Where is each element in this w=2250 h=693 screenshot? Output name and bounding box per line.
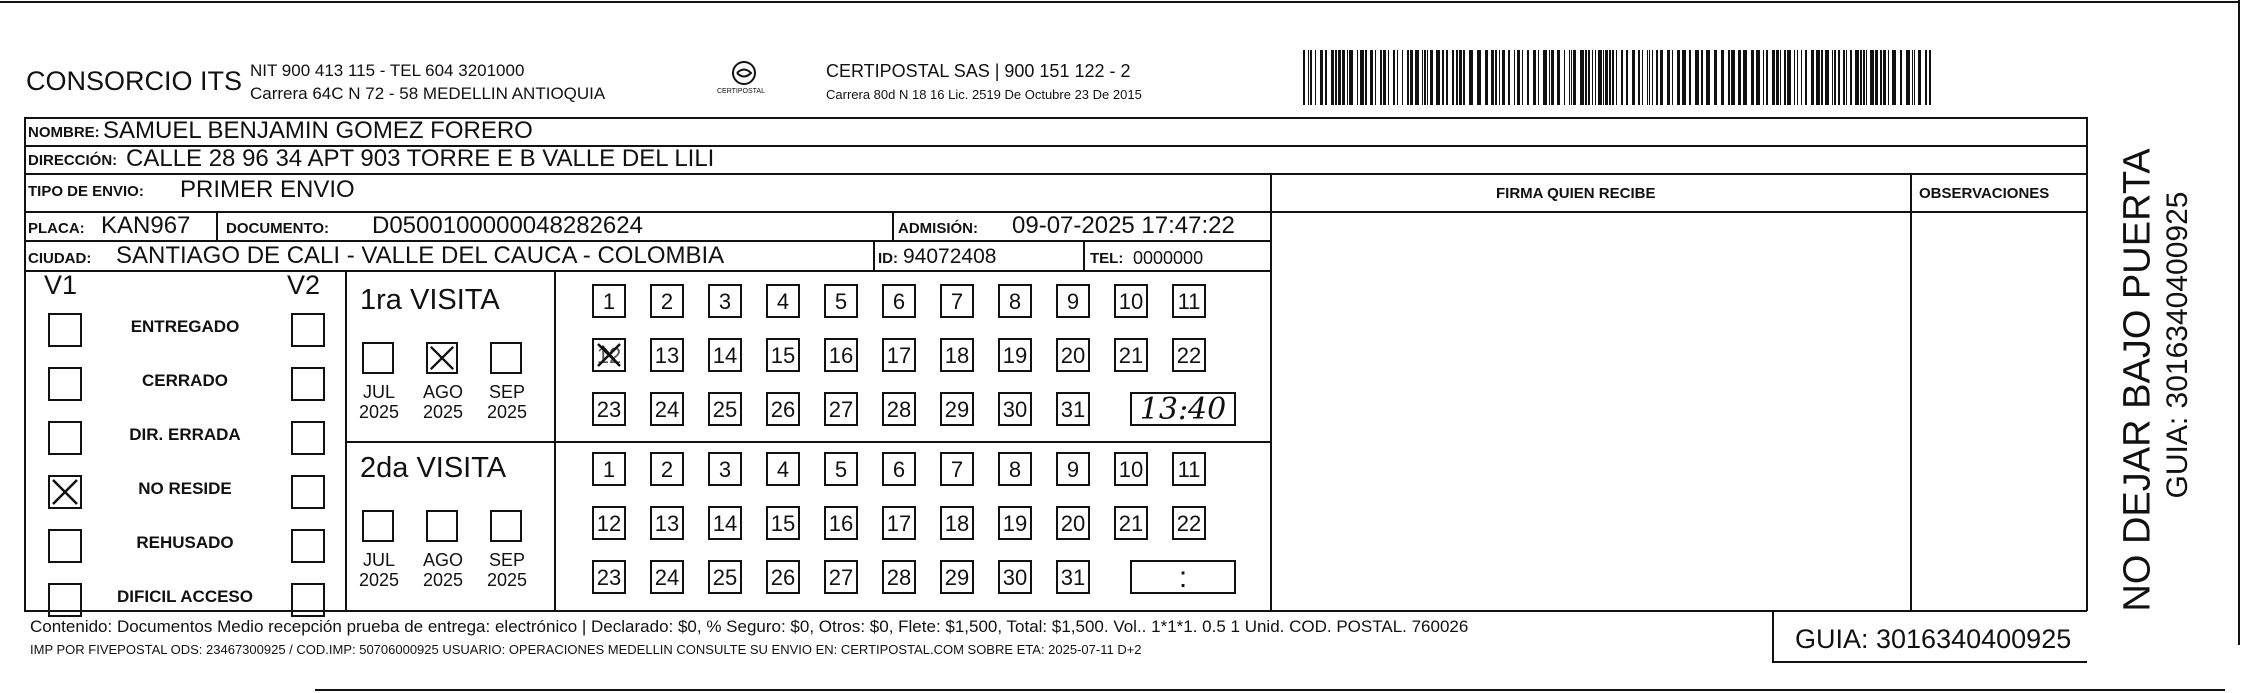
v1-checkbox[interactable] [48, 583, 82, 617]
side-guia: GUIA: 3016340400925 [2161, 191, 2194, 499]
month-label: AGO [422, 550, 463, 570]
day-box[interactable]: 13 [650, 506, 684, 540]
month-checkbox[interactable] [426, 342, 458, 374]
day-box[interactable]: 5 [824, 452, 858, 486]
day-box[interactable]: 30 [998, 392, 1032, 426]
day-box[interactable]: 2 [650, 284, 684, 318]
v1-checkbox[interactable] [48, 529, 82, 563]
day-box[interactable]: 26 [766, 560, 800, 594]
v1-label: V1 [44, 270, 78, 300]
month-label: SEP [488, 550, 526, 570]
day-box[interactable]: 15 [766, 338, 800, 372]
v2-checkbox[interactable] [291, 313, 325, 347]
documento-value: D0500100000048282624 [372, 212, 643, 239]
v1-checkbox[interactable] [48, 367, 82, 401]
day-box[interactable]: 20 [1056, 506, 1090, 540]
day-box[interactable]: 1 [592, 452, 626, 486]
year-label: 2025 [486, 402, 528, 422]
day-box[interactable]: 9 [1056, 284, 1090, 318]
day-box[interactable]: 29 [940, 560, 974, 594]
day-box[interactable]: 18 [940, 338, 974, 372]
month-checkbox[interactable] [362, 342, 394, 374]
time-box[interactable]: : [1130, 560, 1236, 594]
tel-label: TEL: [1090, 250, 1124, 267]
id-label: ID: [878, 250, 898, 267]
ciudad-label: CIUDAD: [28, 250, 92, 267]
footer-line-1: Contenido: Documentos Medio recepción prueba de entrega: electrónico | Declarado: $0, % Seguro: $0, Otros: $0, Flete: $1,500, Total: $1,500. Vol.. 1*1*1. 0.5 1 Unid. COD. POSTAL. 760026 [30, 617, 1469, 636]
day-box[interactable]: 22 [1172, 506, 1206, 540]
id-value: 94072408 [903, 245, 997, 268]
company-info-1: NIT 900 413 115 - TEL 604 3201000 [250, 61, 525, 80]
company-info-2: Carrera 64C N 72 - 58 MEDELLIN ANTIOQUIA [250, 84, 606, 103]
firma-label: FIRMA QUIEN RECIBE [1496, 185, 1656, 202]
day-box[interactable]: 3 [708, 284, 742, 318]
status-label: NO RESIDE [138, 479, 232, 498]
day-box[interactable]: 11 [1172, 452, 1206, 486]
day-box[interactable]: 24 [650, 392, 684, 426]
carrier-info: Carrera 80d N 18 16 Lic. 2519 De Octubre 23 De 2015 [826, 87, 1142, 102]
day-box[interactable]: 27 [824, 392, 858, 426]
placa-value: KAN967 [101, 212, 191, 239]
day-box[interactable]: 18 [940, 506, 974, 540]
day-box[interactable]: 22 [1172, 338, 1206, 372]
time-box[interactable]: 13:40 [1130, 392, 1236, 426]
day-box[interactable]: 25 [708, 392, 742, 426]
year-label: 2025 [422, 570, 464, 590]
check-mark-icon [428, 344, 456, 372]
day-box[interactable]: 10 [1114, 452, 1148, 486]
day-box[interactable]: 3 [708, 452, 742, 486]
status-label: ENTREGADO [130, 317, 240, 336]
right-border [2238, 0, 2240, 645]
day-box[interactable]: 28 [882, 560, 916, 594]
day-box[interactable]: 1 [592, 284, 626, 318]
tel-value: 0000000 [1133, 248, 1204, 268]
day-box[interactable]: 10 [1114, 284, 1148, 318]
footer-guia: GUIA: 3016340400925 [1795, 624, 2072, 654]
day-box[interactable]: 20 [1056, 338, 1090, 372]
year-label: 2025 [422, 402, 464, 422]
day-box[interactable]: 15 [766, 506, 800, 540]
day-box[interactable]: 28 [882, 392, 916, 426]
day-box[interactable]: 13 [650, 338, 684, 372]
status-label: CERRADO [142, 371, 228, 390]
status-label: DIR. ERRADA [129, 425, 241, 444]
month-checkbox[interactable] [490, 510, 522, 542]
v2-label: V2 [287, 270, 321, 300]
month-checkbox[interactable] [490, 342, 522, 374]
check-mark-icon [594, 340, 624, 370]
day-box[interactable]: 31 [1056, 392, 1090, 426]
ciudad-value: SANTIAGO DE CALI - VALLE DEL CAUCA - COLOMBIA [116, 242, 725, 269]
day-box[interactable]: 6 [882, 284, 916, 318]
side-warning: NO DEJAR BAJO PUERTA [2116, 148, 2159, 612]
v2-checkbox[interactable] [291, 421, 325, 455]
nombre-value: SAMUEL BENJAMIN GOMEZ FORERO [103, 117, 533, 144]
nombre-label: NOMBRE: [28, 124, 100, 141]
month-label: JUL [362, 550, 395, 570]
month-label: AGO [422, 382, 463, 402]
direccion-value: CALLE 28 96 34 APT 903 TORRE E B VALLE DEL LILI [126, 145, 715, 172]
top-border [0, 1, 2240, 3]
day-box[interactable]: 16 [824, 506, 858, 540]
month-checkbox[interactable] [426, 510, 458, 542]
day-box[interactable]: 19 [998, 506, 1032, 540]
v1-checkbox[interactable] [48, 421, 82, 455]
status-label: REHUSADO [136, 533, 234, 552]
day-box[interactable]: 21 [1114, 506, 1148, 540]
admision-label: ADMISIÓN: [898, 220, 978, 237]
month-label: JUL [362, 382, 395, 402]
certipostal-logo [718, 58, 770, 102]
v2-checkbox[interactable] [291, 475, 325, 509]
barcode [1303, 50, 1933, 105]
day-box[interactable]: 17 [882, 338, 916, 372]
year-label: 2025 [358, 570, 400, 590]
carrier-name: CERTIPOSTAL SAS | 900 151 122 - 2 [826, 61, 1131, 81]
tipo-envio-label: TIPO DE ENVIO: [28, 183, 144, 200]
company-name: CONSORCIO ITS [26, 66, 243, 96]
day-box[interactable]: 17 [882, 506, 916, 540]
status-label: DIFICIL ACCESO [116, 587, 253, 606]
day-box[interactable]: 14 [708, 506, 742, 540]
day-box[interactable]: 30 [998, 560, 1032, 594]
day-box[interactable]: 8 [998, 284, 1032, 318]
day-box[interactable]: 8 [998, 452, 1032, 486]
v2-checkbox[interactable] [291, 583, 325, 617]
placa-label: PLACA: [28, 220, 85, 237]
footer-line-2: IMP POR FIVEPOSTAL ODS: 23467300925 / COD.IMP: 50706000925 USUARIO: OPERACIONES MEDELLIN CONSULTE SU ENVIO EN: CERTIPOSTAL.COM SOBRE ETA: 2025-07-11 D+2 [30, 642, 1142, 657]
day-box[interactable]: 6 [882, 452, 916, 486]
day-box[interactable]: 23 [592, 560, 626, 594]
day-box[interactable]: 27 [824, 560, 858, 594]
day-box[interactable]: 23 [592, 392, 626, 426]
observaciones-label: OBSERVACIONES [1919, 185, 2050, 202]
documento-label: DOCUMENTO: [226, 220, 330, 237]
day-box[interactable]: 11 [1172, 284, 1206, 318]
visita2-title: 2da VISITA [360, 452, 507, 484]
day-box[interactable]: 21 [1114, 338, 1148, 372]
day-box[interactable]: 25 [708, 560, 742, 594]
day-box[interactable]: 16 [824, 338, 858, 372]
month-label: SEP [488, 382, 526, 402]
v1-checkbox[interactable] [48, 313, 82, 347]
day-box[interactable]: 12 [592, 338, 626, 372]
bottom-border [315, 689, 2225, 691]
day-box[interactable]: 19 [998, 338, 1032, 372]
v1-checkbox[interactable] [48, 475, 82, 509]
day-box[interactable]: 14 [708, 338, 742, 372]
day-box[interactable]: 29 [940, 392, 974, 426]
v2-checkbox[interactable] [291, 367, 325, 401]
day-box[interactable]: 26 [766, 392, 800, 426]
check-mark-icon [50, 477, 80, 507]
year-label: 2025 [486, 570, 528, 590]
admision-value: 09-07-2025 17:47:22 [1012, 212, 1235, 239]
logo-text: CERTIPOSTAL [717, 88, 765, 95]
visita1-title: 1ra VISITA [360, 284, 500, 316]
v2-checkbox[interactable] [291, 529, 325, 563]
tipo-envio-value: PRIMER ENVIO [180, 176, 355, 203]
day-box[interactable]: 7 [940, 452, 974, 486]
month-checkbox[interactable] [362, 510, 394, 542]
day-box[interactable]: 4 [766, 284, 800, 318]
day-box[interactable]: 9 [1056, 452, 1090, 486]
direccion-label: DIRECCIÓN: [28, 152, 118, 169]
day-box[interactable]: 7 [940, 284, 974, 318]
year-label: 2025 [358, 402, 400, 422]
day-box[interactable]: 24 [650, 560, 684, 594]
day-box[interactable]: 12 [592, 506, 626, 540]
day-box[interactable]: 31 [1056, 560, 1090, 594]
day-box[interactable]: 4 [766, 452, 800, 486]
day-box[interactable]: 2 [650, 452, 684, 486]
day-box[interactable]: 5 [824, 284, 858, 318]
